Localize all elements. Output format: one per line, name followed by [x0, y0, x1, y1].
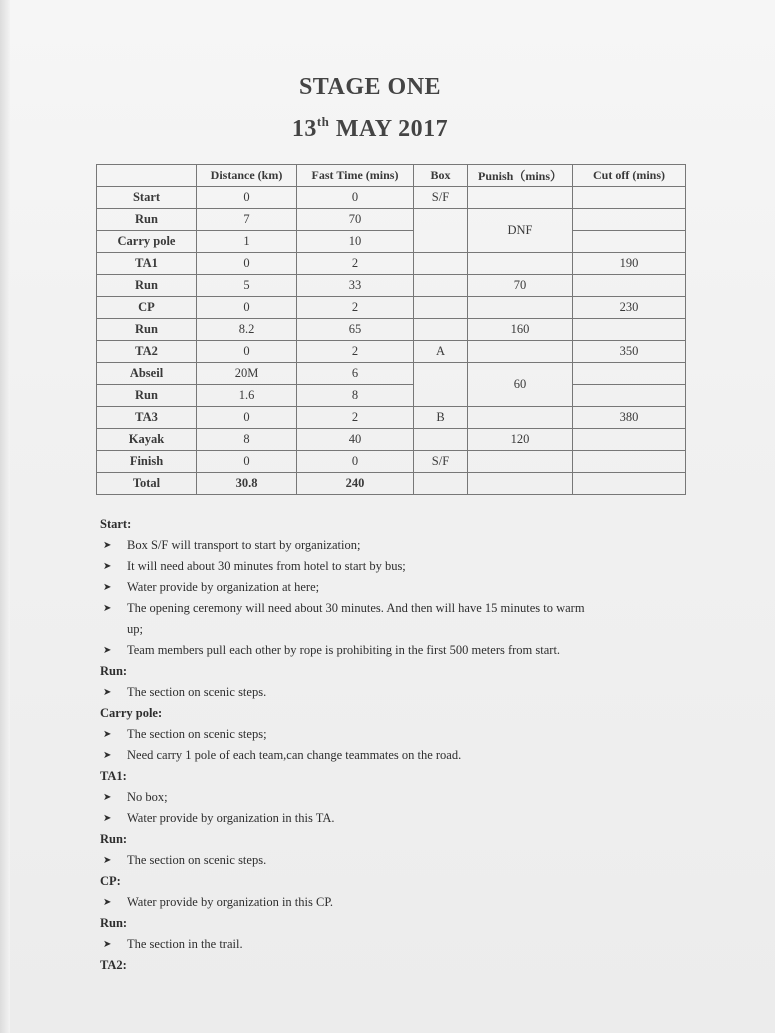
cutoff-cell — [573, 187, 686, 209]
box-cell — [414, 275, 468, 297]
punish-dnf-cell: DNF — [468, 209, 573, 253]
arrow-bullet-icon: ➤ — [103, 687, 112, 698]
bullet-item — [100, 808, 660, 829]
bullet-item — [100, 745, 660, 766]
punish-merged-cell: 60 — [468, 363, 573, 407]
cutoff-cell — [573, 209, 686, 231]
bullet-text: Box S/F will transport to start by organization; — [127, 538, 361, 552]
bullet-text: Team members pull each other by rope is prohibiting in the first 500 meters from start. — [127, 643, 561, 657]
table-row — [97, 451, 686, 473]
box-cell: S/F — [414, 187, 468, 209]
time-cell: 2 — [297, 341, 414, 363]
row-label: TA1 — [97, 253, 197, 275]
distance-cell: 0 — [197, 341, 297, 363]
box-cell — [414, 319, 468, 341]
section-heading: Run: — [100, 664, 128, 678]
distance-cell: 0 — [197, 297, 297, 319]
table-row — [97, 231, 686, 253]
bullet-text: The section on scenic steps. — [127, 685, 267, 699]
bullet-text: Water provide by organization in this TA. — [127, 811, 335, 825]
time-cell: 65 — [297, 319, 414, 341]
table-row — [97, 319, 686, 341]
cutoff-cell: 230 — [573, 297, 686, 319]
table-row — [97, 275, 686, 297]
punish-cell: 70 — [468, 275, 573, 297]
cutoff-cell — [573, 473, 686, 495]
row-label: CP — [97, 297, 197, 319]
box-cell: B — [414, 407, 468, 429]
arrow-bullet-icon: ➤ — [103, 645, 112, 656]
distance-cell: 1.6 — [197, 385, 297, 407]
row-label: TA2 — [97, 341, 197, 363]
arrow-bullet-icon: ➤ — [103, 939, 112, 950]
stage-title: STAGE ONE — [298, 74, 442, 100]
distance-cell: 8 — [197, 429, 297, 451]
time-total: 240 — [297, 473, 414, 495]
time-cell: 8 — [297, 385, 414, 407]
date-suffix: th — [316, 114, 330, 129]
bullet-text: Water provide by organization at here; — [127, 580, 320, 594]
punish-cell — [468, 187, 573, 209]
bullet-item — [100, 577, 660, 598]
header-distance: Distance (km) — [197, 165, 297, 187]
punish-cell — [468, 407, 573, 429]
arrow-bullet-icon: ➤ — [103, 729, 112, 740]
section-heading: TA2: — [100, 958, 127, 972]
table-row — [97, 209, 686, 231]
bullet-item — [100, 535, 660, 556]
bullet-item — [100, 598, 660, 619]
table-row — [97, 253, 686, 275]
box-cell — [414, 297, 468, 319]
cutoff-cell — [573, 231, 686, 253]
row-label: Start — [97, 187, 197, 209]
bullet-text: Water provide by organization in this CP. — [127, 895, 334, 909]
table-row — [97, 363, 686, 385]
punish-cell: 120 — [468, 429, 573, 451]
arrow-bullet-icon: ➤ — [103, 750, 112, 761]
time-cell: 2 — [297, 407, 414, 429]
bullet-text: It will need about 30 minutes from hotel to start by bus; — [127, 559, 406, 573]
cutoff-cell — [573, 451, 686, 473]
section-heading: TA1: — [100, 769, 127, 783]
arrow-bullet-icon: ➤ — [103, 603, 112, 614]
distance-cell: 5 — [197, 275, 297, 297]
row-label: Total — [97, 473, 197, 495]
bullet-text: The section in the trail. — [127, 937, 243, 951]
distance-cell: 0 — [197, 451, 297, 473]
box-cell — [414, 429, 468, 451]
box-cell — [414, 363, 468, 407]
table-row — [97, 429, 686, 451]
section-heading: Run: — [100, 832, 128, 846]
row-label: Kayak — [97, 429, 197, 451]
table-row — [97, 341, 686, 363]
time-cell: 2 — [297, 253, 414, 275]
cutoff-cell — [573, 385, 686, 407]
time-cell: 70 — [297, 209, 414, 231]
arrow-bullet-icon: ➤ — [103, 897, 112, 908]
distance-total: 30.8 — [197, 473, 297, 495]
time-cell: 33 — [297, 275, 414, 297]
box-cell — [414, 209, 468, 253]
header-box: Box — [414, 165, 468, 187]
table-row — [97, 407, 686, 429]
punish-cell — [468, 341, 573, 363]
time-cell: 10 — [297, 231, 414, 253]
arrow-bullet-icon: ➤ — [103, 855, 112, 866]
bullet-item — [100, 640, 660, 661]
section-heading: CP: — [100, 874, 121, 888]
row-label: Run — [97, 275, 197, 297]
bullet-text: The section on scenic steps. — [127, 853, 267, 867]
arrow-bullet-icon: ➤ — [103, 540, 112, 551]
notes-section — [100, 514, 660, 976]
bullet-text: The section on scenic steps; — [127, 727, 267, 741]
distance-cell: 1 — [197, 231, 297, 253]
table-row — [97, 297, 686, 319]
time-cell: 40 — [297, 429, 414, 451]
header-punish: Punish（mins） — [468, 165, 573, 187]
punish-cell — [468, 451, 573, 473]
row-label: Run — [97, 385, 197, 407]
bullet-continuation: up; — [127, 622, 143, 636]
arrow-bullet-icon: ➤ — [103, 813, 112, 824]
distance-cell: 7 — [197, 209, 297, 231]
cutoff-cell: 190 — [573, 253, 686, 275]
bullet-text: The opening ceremony will need about 30 minutes. And then will have 15 minutes to warm — [127, 601, 585, 615]
section-heading: Carry pole: — [100, 706, 163, 720]
stage-table — [96, 164, 686, 495]
arrow-bullet-icon: ➤ — [103, 582, 112, 593]
table-row — [97, 187, 686, 209]
distance-cell: 0 — [197, 187, 297, 209]
section-heading: Start: — [100, 517, 132, 531]
arrow-bullet-icon: ➤ — [103, 561, 112, 572]
row-label: TA3 — [97, 407, 197, 429]
row-label: Finish — [97, 451, 197, 473]
table-row — [97, 385, 686, 407]
header-stage — [97, 165, 197, 187]
box-cell: A — [414, 341, 468, 363]
punish-cell — [468, 253, 573, 275]
distance-cell: 8.2 — [197, 319, 297, 341]
date-month-year: MAY 2017 — [335, 116, 449, 142]
table-total-row — [97, 473, 686, 495]
punish-cell: 160 — [468, 319, 573, 341]
box-cell — [414, 473, 468, 495]
row-label: Run — [97, 319, 197, 341]
bullet-item — [100, 787, 660, 808]
time-cell: 0 — [297, 187, 414, 209]
time-cell: 6 — [297, 363, 414, 385]
punish-cell — [468, 297, 573, 319]
time-cell: 2 — [297, 297, 414, 319]
bullet-item — [100, 682, 660, 703]
bullet-item — [100, 934, 660, 955]
punish-cell — [468, 473, 573, 495]
bullet-item — [100, 724, 660, 745]
section-heading: Run: — [100, 916, 128, 930]
box-cell — [414, 253, 468, 275]
cutoff-cell — [573, 363, 686, 385]
cutoff-cell: 380 — [573, 407, 686, 429]
time-cell: 0 — [297, 451, 414, 473]
bullet-text: Need carry 1 pole of each team,can change teammates on the road. — [127, 748, 462, 762]
cutoff-cell — [573, 275, 686, 297]
arrow-bullet-icon: ➤ — [103, 792, 112, 803]
distance-cell: 20M — [197, 363, 297, 385]
date-day: 13 — [291, 116, 317, 142]
row-label: Run — [97, 209, 197, 231]
bullet-item — [100, 556, 660, 577]
stage-date — [0, 116, 740, 143]
cutoff-cell — [573, 319, 686, 341]
row-label: Carry pole — [97, 231, 197, 253]
box-cell: S/F — [414, 451, 468, 473]
distance-cell: 0 — [197, 253, 297, 275]
row-label: Abseil — [97, 363, 197, 385]
header-cutoff: Cut off (mins) — [573, 165, 686, 187]
bullet-item — [100, 892, 660, 913]
distance-cell: 0 — [197, 407, 297, 429]
header-fast-time: Fast Time (mins) — [297, 165, 414, 187]
table-header-row — [97, 165, 686, 187]
bullet-text: No box; — [127, 790, 168, 804]
cutoff-cell — [573, 429, 686, 451]
bullet-item — [100, 850, 660, 871]
cutoff-cell: 350 — [573, 341, 686, 363]
